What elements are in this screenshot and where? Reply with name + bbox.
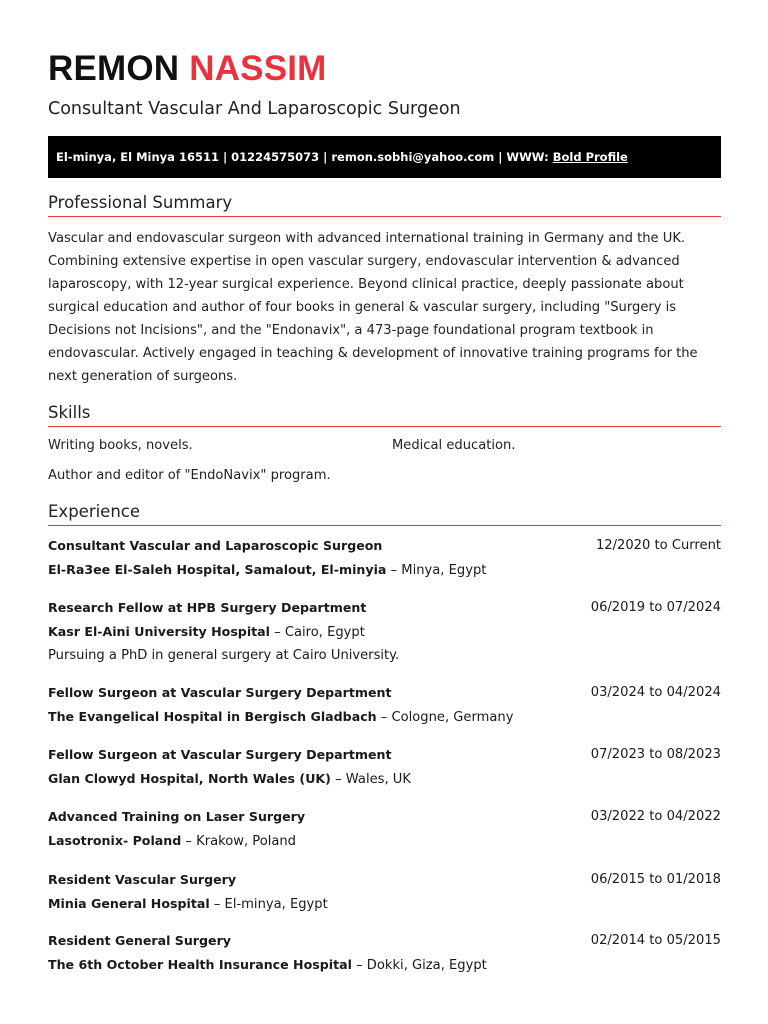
skill-item: Author and editor of "EndoNavix" program. [48,468,331,483]
job-location: – Cologne, Germany [376,709,514,725]
experience-entry [48,743,721,791]
job-location: – Dokki, Giza, Egypt [351,957,487,973]
job-dates: 03/2022 to 04/2022 [590,809,721,824]
candidate-name [48,49,327,89]
skills-heading: Skills [48,402,721,427]
job-employer: Glan Clowyd Hospital, North Wales (UK) [48,770,331,786]
job-dates: 12/2020 to Current [595,538,721,553]
job-dates: 02/2014 to 05/2015 [590,933,721,948]
experience-entry [48,929,721,977]
job-role: Fellow Surgeon at Vascular Surgery Department [48,747,392,762]
profile-link[interactable]: Bold Profile [552,150,628,164]
last-name: NASSIM [189,49,327,88]
job-dates: 03/2024 to 04/2024 [590,685,721,700]
summary-text: Vascular and endovascular surgeon with advanced international training in Germany and the UK. Combining extensive expertise in open vascular surgery, endovascular intervention & advanced laparoscopy, with 12-year surgical experience. Beyond clinical practice, deeply passionate about surgical education and author of four books in general & vascular surgery, including "Surgery is Decisions not Incisions", and the "Endonavix", a 473-page foundational program textbook in endovascular. Actively engaged in teaching & development of innovative training programs for the next generation of surgeons. [48,231,698,384]
contact-bar [48,136,721,178]
job-employer: Lasotronix- Poland [48,832,182,848]
job-dates: 06/2015 to 01/2018 [590,872,721,887]
job-employer: El-Ra3ee El-Saleh Hospital, Samalout, El-minyia [48,561,387,577]
job-role: Resident Vascular Surgery [48,872,237,887]
contact-details: El-minya, El Minya 16511 | 01224575073 | remon.sobhi@yahoo.com | WWW: [56,150,553,164]
experience-entry [48,596,721,668]
job-location: – Cairo, Egypt [269,624,365,640]
job-dates: 07/2023 to 08/2023 [590,747,721,762]
first-name: REMON [48,49,180,88]
job-location: – Minya, Egypt [386,562,487,578]
job-role: Advanced Training on Laser Surgery [48,809,306,824]
job-location: – Wales, UK [330,771,411,787]
skill-item: Writing books, novels. [48,438,193,453]
job-title: Consultant Vascular And Laparoscopic Surgeon [48,99,461,119]
experience-entry [48,681,721,729]
job-employer: Kasr El-Aini University Hospital [48,623,270,639]
job-employer: The 6th October Health Insurance Hospital [48,956,352,972]
job-role: Fellow Surgeon at Vascular Surgery Department [48,685,392,700]
skill-item: Medical education. [392,438,516,453]
experience-heading: Experience [48,501,721,526]
job-description: Pursuing a PhD in general surgery at Cairo University. [48,648,400,663]
job-role: Resident General Surgery [48,933,231,948]
job-role: Consultant Vascular and Laparoscopic Surgeon [48,538,383,553]
experience-entry [48,534,721,582]
job-employer: Minia General Hospital [48,895,210,911]
experience-entry [48,805,721,853]
experience-entry [48,868,721,916]
summary-heading: Professional Summary [48,192,721,217]
job-dates: 06/2019 to 07/2024 [590,600,721,615]
job-location: – Krakow, Poland [181,833,296,849]
job-location: – El-minya, Egypt [209,896,328,912]
job-employer: The Evangelical Hospital in Bergisch Gladbach [48,708,377,724]
job-role: Research Fellow at HPB Surgery Department [48,600,367,615]
